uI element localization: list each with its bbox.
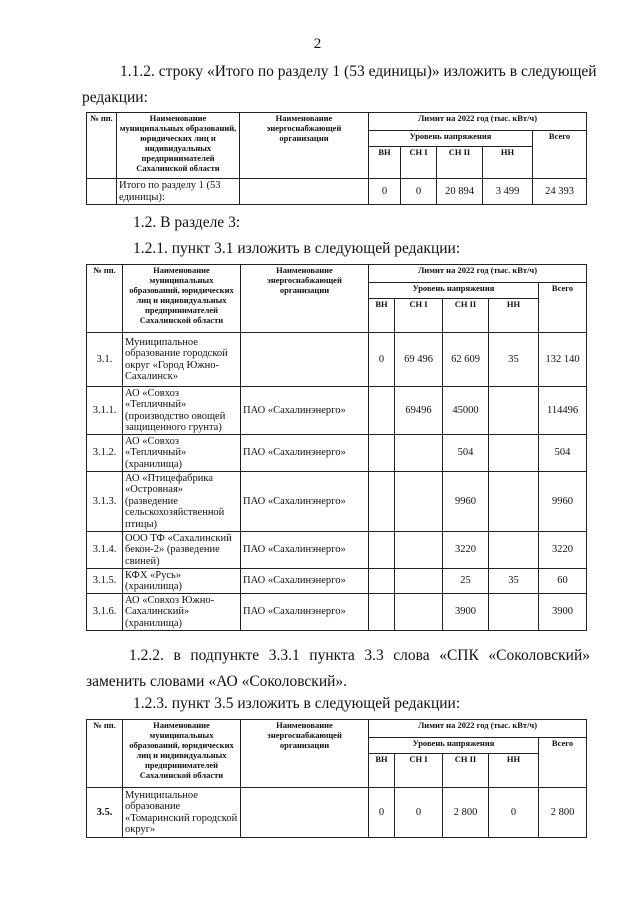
cell-vn xyxy=(369,532,395,569)
cell-nn: 3 499 xyxy=(483,179,533,205)
table-section1-total xyxy=(86,112,587,205)
header-num: № пп. xyxy=(87,265,123,333)
page-number: 2 xyxy=(313,36,322,52)
cell-num: 3.1.1. xyxy=(87,387,123,435)
cell-vn xyxy=(369,594,395,631)
cell-name: Муниципальное образование «Томаринский городской округ» xyxy=(123,788,241,838)
paragraph-1-1-2-continuation: редакции: xyxy=(82,89,148,106)
table-item-3-5 xyxy=(86,719,587,838)
cell-sn2: 25 xyxy=(443,569,489,594)
header-total: Всего xyxy=(539,283,587,333)
cell-sn2: 2 800 xyxy=(443,788,489,838)
cell-nn: 35 xyxy=(489,333,539,387)
table-row xyxy=(87,333,587,387)
table-row xyxy=(87,179,587,205)
cell-vn xyxy=(369,435,395,472)
cell-total: 3900 xyxy=(539,594,587,631)
cell-total: 60 xyxy=(539,569,587,594)
header-name: Наименование муниципальных образований, юридических лиц и индивидуальных предпринимателей Сахалинской области xyxy=(123,265,241,333)
header-nn: НН xyxy=(483,147,533,179)
cell-sn1: 0 xyxy=(395,788,443,838)
cell-sn1 xyxy=(395,472,443,532)
cell-num: 3.1.3. xyxy=(87,472,123,532)
cell-vn xyxy=(369,387,395,435)
table-item-3-1 xyxy=(86,264,587,631)
cell-org: ПАО «Сахалинэнерго» xyxy=(241,532,369,569)
cell-total: 132 140 xyxy=(539,333,587,387)
header-sn1: СН I xyxy=(395,754,443,788)
cell-name: Муниципальное образование городской округ «Город Южно-Сахалинск» xyxy=(123,333,241,387)
cell-org: ПАО «Сахалинэнерго» xyxy=(241,594,369,631)
cell-sn1: 69496 xyxy=(395,387,443,435)
header-limit: Лимит на 2022 год (тыс. кВт/ч) xyxy=(369,113,587,131)
cell-org xyxy=(240,179,369,205)
header-sn2: СН II xyxy=(443,754,489,788)
header-voltage-level: Уровень напряжения xyxy=(369,738,539,754)
cell-nn xyxy=(489,532,539,569)
cell-total: 114496 xyxy=(539,387,587,435)
paragraph-1-2: 1.2. В разделе 3: xyxy=(133,214,241,231)
cell-name: КФХ «Русь» (хранилища) xyxy=(123,569,241,594)
cell-org: ПАО «Сахалинэнерго» xyxy=(241,435,369,472)
cell-vn: 0 xyxy=(369,788,395,838)
header-sn2: СН II xyxy=(443,299,489,333)
cell-vn xyxy=(369,569,395,594)
cell-name: Итого по разделу 1 (53 единицы): xyxy=(117,179,240,205)
cell-org xyxy=(241,333,369,387)
cell-sn2: 3900 xyxy=(443,594,489,631)
cell-name: АО «Совхоз «Тепличный» (производство овощей защищенного грунта) xyxy=(123,387,241,435)
header-limit: Лимит на 2022 год (тыс. кВт/ч) xyxy=(369,265,587,283)
table-row xyxy=(87,569,587,594)
cell-org: ПАО «Сахалинэнерго» xyxy=(241,569,369,594)
header-sn1: СН I xyxy=(401,147,437,179)
cell-sn2: 9960 xyxy=(443,472,489,532)
header-org: Наименование энергоснабжающей организации xyxy=(241,265,369,333)
cell-num: 3.5. xyxy=(87,788,123,838)
table-row xyxy=(87,788,587,838)
cell-vn xyxy=(369,472,395,532)
cell-vn: 0 xyxy=(369,333,395,387)
cell-sn2: 20 894 xyxy=(437,179,483,205)
cell-sn1 xyxy=(395,532,443,569)
header-sn1: СН I xyxy=(395,299,443,333)
header-voltage-level: Уровень напряжения xyxy=(369,131,533,147)
paragraph-1-1-2: 1.1.2. строку «Итого по разделу 1 (53 единицы)» изложить в следующей xyxy=(120,63,597,80)
cell-org: ПАО «Сахалинэнерго» xyxy=(241,472,369,532)
header-org: Наименование энергоснабжающей организации xyxy=(240,113,369,179)
cell-org xyxy=(241,788,369,838)
cell-sn1 xyxy=(395,594,443,631)
table-row xyxy=(87,472,587,532)
cell-total: 3220 xyxy=(539,532,587,569)
cell-sn2: 62 609 xyxy=(443,333,489,387)
header-nn: НН xyxy=(489,299,539,333)
header-name: Наименование муниципальных образований, юридических лиц и индивидуальных предпринимателей Сахалинской области xyxy=(117,113,240,179)
header-vn: ВН xyxy=(369,754,395,788)
header-name: Наименование муниципальных образований, юридических лиц и индивидуальных предпринимателей Сахалинской области xyxy=(123,720,241,788)
cell-name: ООО ТФ «Сахалинский бекон-2» (разведение свиней) xyxy=(123,532,241,569)
cell-num: 3.1.6. xyxy=(87,594,123,631)
table-row xyxy=(87,594,587,631)
cell-sn1: 69 496 xyxy=(395,333,443,387)
paragraph-1-2-3: 1.2.3. пункт 3.5 изложить в следующей редакции: xyxy=(133,695,461,712)
cell-sn1: 0 xyxy=(401,179,437,205)
cell-sn1 xyxy=(395,435,443,472)
header-total: Всего xyxy=(533,131,587,179)
header-vn: ВН xyxy=(369,299,395,333)
cell-sn2: 45000 xyxy=(443,387,489,435)
header-sn2: СН II xyxy=(437,147,483,179)
cell-num: 3.1.2. xyxy=(87,435,123,472)
cell-total: 2 800 xyxy=(539,788,587,838)
cell-vn: 0 xyxy=(369,179,401,205)
cell-num xyxy=(87,179,117,205)
header-nn: НН xyxy=(489,754,539,788)
cell-nn xyxy=(489,387,539,435)
header-voltage-level: Уровень напряжения xyxy=(369,283,539,299)
table-row xyxy=(87,387,587,435)
header-limit: Лимит на 2022 год (тыс. кВт/ч) xyxy=(369,720,587,738)
paragraph-1-2-1: 1.2.1. пункт 3.1 изложить в следующей редакции: xyxy=(133,240,461,257)
cell-nn xyxy=(489,594,539,631)
cell-total: 9960 xyxy=(539,472,587,532)
table-row xyxy=(87,532,587,569)
header-total: Всего xyxy=(539,738,587,788)
table-row xyxy=(87,435,587,472)
cell-org: ПАО «Сахалинэнерго» xyxy=(241,387,369,435)
header-org: Наименование энергоснабжающей организации xyxy=(241,720,369,788)
header-vn: ВН xyxy=(369,147,401,179)
cell-nn xyxy=(489,435,539,472)
cell-num: 3.1.4. xyxy=(87,532,123,569)
cell-total: 504 xyxy=(539,435,587,472)
header-num: № пп. xyxy=(87,720,123,788)
cell-name: АО «Птицефабрика «Островная» (разведение сельскохозяйственной птицы) xyxy=(123,472,241,532)
cell-num: 3.1.5. xyxy=(87,569,123,594)
cell-name: АО «Совхоз Южно-Сахалинский» (хранилища) xyxy=(123,594,241,631)
cell-nn: 35 xyxy=(489,569,539,594)
cell-sn2: 3220 xyxy=(443,532,489,569)
paragraph-1-2-2: 1.2.2. в подпункте 3.3.1 пункта 3.3 слова «СПК «Соколовский» заменить словами «АО «Соколовский». xyxy=(86,647,590,690)
header-num: № пп. xyxy=(87,113,117,179)
cell-total: 24 393 xyxy=(533,179,587,205)
cell-nn xyxy=(489,472,539,532)
cell-nn: 0 xyxy=(489,788,539,838)
cell-sn1 xyxy=(395,569,443,594)
cell-num: 3.1. xyxy=(87,333,123,387)
cell-sn2: 504 xyxy=(443,435,489,472)
cell-name: АО «Совхоз «Тепличный» (хранилища) xyxy=(123,435,241,472)
